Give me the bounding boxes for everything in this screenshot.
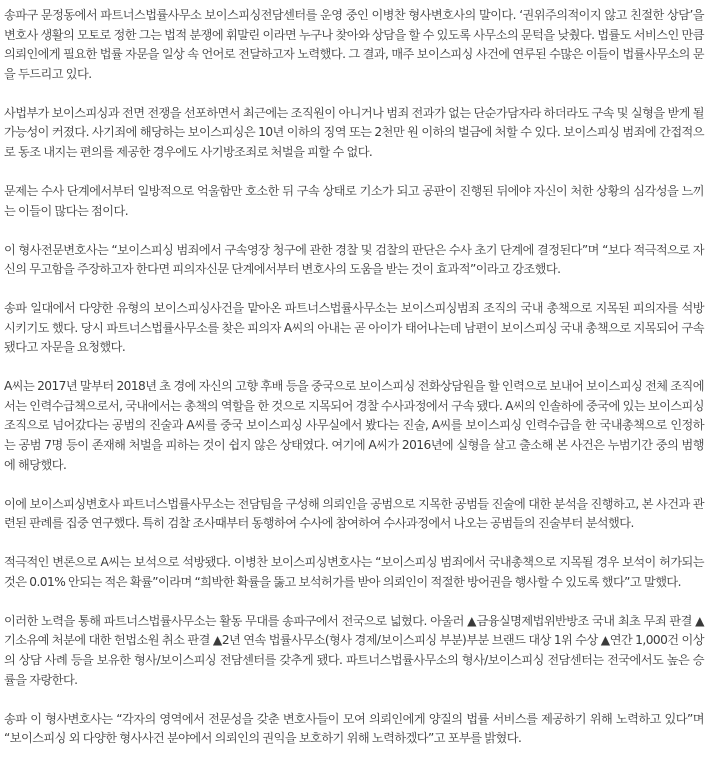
paragraph-problem: 문제는 수사 단계에서부터 일방적으로 억울함만 호소한 뒤 구속 상태로 기소가 되고 공판이 진행된 뒤에야 자신이 처한 상황의 심각성을 느끼는 이들이 많다는 점이다. — [4, 183, 704, 218]
paragraph-case-details: A씨는 2017년 말부터 2018년 초 경에 자신의 고향 후배 등을 중국으로 보이스피싱 전화상담원을 할 인력으로 보내어 보이스피싱 전체 조직에서는 인력수급책으로서, 국내에서는 총책의 역할을 한 것으로 지목되어 경찰 수사과정에서 구속 됐다. A씨의 인솔하에 중국에 있는 보이스피싱 조직으로 넘어갔다는 공범의 진술과 A씨를 중국 보이스피싱 사무실에서 봤다는 진술, A씨를 보이스피싱 인력수급을 한 국내총책으로 인정하는 공범 7명 등이 존재해 처벌을 피하는 것이 쉽지 않은 상태였다. 여기에 A씨가 2016년에 실형을 살고 출소해 본 사건은 누범기간 중의 범행에 해당했다. — [4, 379, 704, 472]
paragraph-case-intro: 송파 일대에서 다양한 유형의 보이스피싱사건을 맡아온 파트너스법률사무소는 보이스피싱범죄 조직의 국내 총책으로 지목된 피의자를 석방 시키기도 했다. 당시 파트너스법률사무소를 찾은 피의자 A씨의 아내는 곧 아이가 태어나는데 남편이 보이스피싱 국내 총책으로 지목되어 구속됐다고 자문을 요청했다. — [4, 301, 704, 355]
paragraph-achievements: 이러한 노력을 통해 파트너스법률사무소는 활동 무대를 송파구에서 전국으로 넓혔다. 아울러 ▲금융실명제법위반방조 국내 최초 무죄 판결 ▲기소유예 처분에 대한 헌법소원 취소 판결 ▲2년 연속 법률사무소(형사 경제/보이스피싱 부분)부분 브랜드 대상 1위 수상 ▲연간 1,000건 이상의 상담 사례 등을 보유한 형사/보이스피싱 전담센터를 갖추게 됐다. 파트너스법률사무소의 형사/보이스피싱 전담센터는 전국에서도 높은 승률을 자랑한다. — [4, 613, 704, 687]
paragraph-defense-team: 이에 보이스피싱변호사 파트너스법률사무소는 전담팀을 구성해 의뢰인을 공범으로 지목한 공범들 진술에 대한 분석을 진행하고, 본 사건과 관련된 판례를 집중 연구했다. 특히 검찰 조사때부터 동행하여 수사에 참여하여 수사과정에서 나오는 공범들의 진술부터 분석했다. — [4, 496, 704, 531]
paragraph-lawyer-quote: 이 형사전문변호사는 “보이스피싱 범죄에서 구속영장 청구에 관한 경찰 및 검찰의 판단은 수사 초기 단계에 결정된다”며 “보다 적극적으로 자신의 무고함을 주장하고자 한다면 피의자신문 단계에서부터 변호사의 도움을 받는 것이 효과적”이라고 강조했다. — [4, 242, 704, 277]
paragraph-judiciary: 사법부가 보이스피싱과 전면 전쟁을 선포하면서 최근에는 조직원이 아니거나 범죄 전과가 없는 단순가담자라 하더라도 구속 및 실형을 받게 될 가능성이 커졌다. 사기죄에 해당하는 보이스피싱은 10년 이하의 징역 또는 2천만 원 이하의 벌금에 처할 수 있다. 보이스피싱 범죄에 간접적으로 동조 내지는 편의를 제공한 경우에도 사기방조죄로 처벌을 피할 수 없다. — [4, 105, 704, 159]
paragraph-intro: 송파구 문정동에서 파트너스법률사무소 보이스피싱전담센터를 운영 중인 이병찬 형사변호사의 말이다. ‘권위주의적이지 않고 친절한 상담’을 변호사 생활의 모토로 정한 그는 법적 분쟁에 휘말린 이라면 누구나 찾아와 상담을 할 수 있도록 사무소의 문턱을 낮췄다. 법률도 서비스인 만큼 의뢰인에게 필요한 법률 자문을 일상 속 언어로 전달하고자 노력했다. 그 결과, 매주 보이스피싱 사건에 연루된 수많은 이들이 법률사무소의 문을 두드리고 있다. — [4, 8, 704, 81]
paragraph-closing: 송파 이 형사변호사는 “각자의 영역에서 전문성을 갖춘 변호사들이 모여 의뢰인에게 양질의 법률 서비스를 제공하기 위해 노력하고 있다”며 “보이스피싱 외 다양한 형사사건 분야에서 의뢰인의 권익을 보호하기 위해 노력하겠다”고 포부를 밝혔다. — [4, 711, 704, 746]
paragraph-bail-result: 적극적인 변론으로 A씨는 보석으로 석방됐다. 이병찬 보이스피싱변호사는 “보이스피싱 범죄에서 국내총책으로 지목될 경우 보석이 허가되는 것은 0.01% 안되는 적은 확률”이라며 “희박한 확률을 뚫고 보석허가를 받아 의뢰인이 적절한 방어권을 행사할 수 있도록 했다”고 말했다. — [4, 555, 704, 589]
article-body — [4, 6, 704, 749]
